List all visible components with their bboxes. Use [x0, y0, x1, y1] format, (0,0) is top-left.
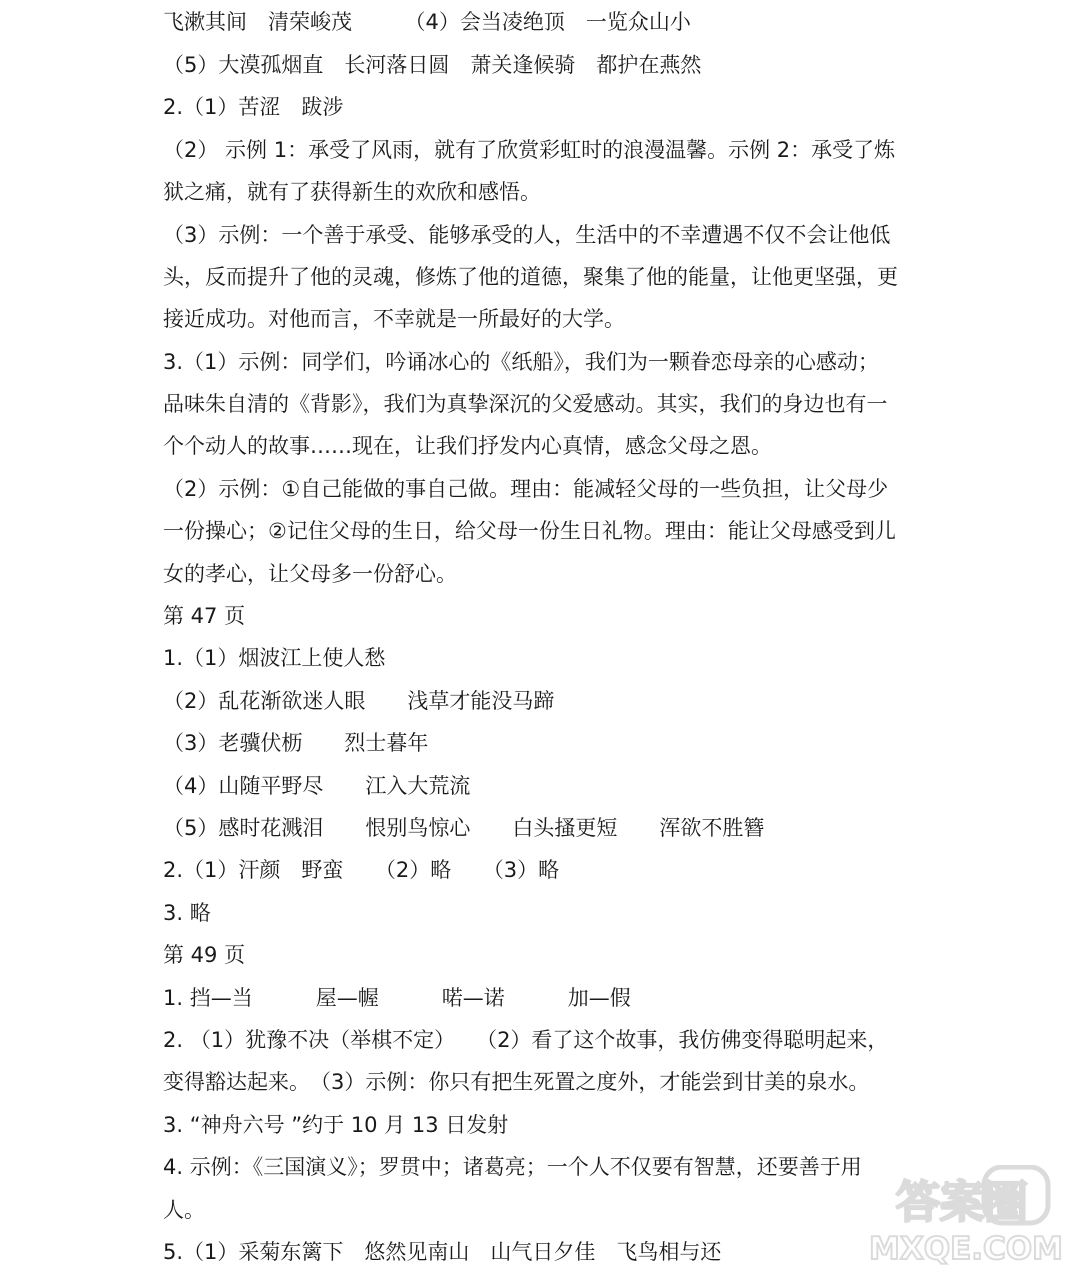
line-21: 2.（1）汗颜 野蛮 （2）略 （3）略 — [163, 858, 560, 882]
line-14: 女的孝心，让父母多一份舒心。 — [163, 562, 457, 586]
line-19: （4）山随平野尽 江入大荒流 — [163, 774, 471, 798]
line-24: 1. 挡—当 屋—幄 喏—诺 加—假 — [163, 986, 631, 1010]
line-8: 接近成功。对他而言，不幸就是一所最好的大学。 — [163, 307, 625, 331]
line-28: 4. 示例：《三国演义》；罗贯中；诸葛亮；一个人不仅要有智慧，还要善于用 — [163, 1155, 862, 1179]
line-1: 飞漱其间 清荣峻茂 （4）会当凌绝顶 一览众山小 — [163, 10, 691, 34]
line-20: （5）感时花溅泪 恨别鸟惊心 白头搔更短 浑欲不胜簪 — [163, 816, 765, 840]
section-heading-p47: 第 47 页 — [163, 604, 246, 628]
line-27: 3. “神舟六号 ”约于 10 月 13 日发射 — [163, 1113, 509, 1137]
line-13: 一份操心；②记住父母的生日，给父母一份生日礼物。理由：能让父母感受到儿 — [163, 519, 896, 543]
line-10: 品味朱自清的《背影》，我们为真挚深沉的父爱感动。其实，我们的身边也有一 — [163, 392, 888, 416]
watermark-top-text: 答案圈 — [896, 1177, 1028, 1228]
watermark-logo — [866, 1165, 1066, 1265]
line-26: 变得豁达起来。 （3）示例：你只有把生死置之度外，才能尝到甘美的泉水。 — [163, 1070, 870, 1094]
line-18: （3）老骥伏枥 烈士暮年 — [163, 731, 429, 755]
line-6: （3）示例：一个善于承受、能够承受的人，生活中的不幸遭遇不仅不会让他低 — [163, 223, 891, 247]
line-29: 人。 — [163, 1198, 205, 1222]
line-4: （2） 示例 1：承受了风雨，就有了欣赏彩虹时的浪漫温馨。示例 2：承受了炼 — [163, 138, 896, 162]
line-2: （5）大漠孤烟直 长河落日圆 萧关逢候骑 都护在燕然 — [163, 53, 702, 77]
line-7: 头，反而提升了他的灵魂，修炼了他的道德，聚集了他的能量，让他更坚强，更 — [163, 265, 898, 289]
line-12: （2）示例：①自己能做的事自己做。理由：能减轻父母的一些负担，让父母少 — [163, 477, 889, 501]
line-16: 1.（1）烟波江上使人愁 — [163, 646, 386, 670]
watermark-bottom-text: MXQE.COM — [868, 1231, 1064, 1265]
line-5: 狱之痛，就有了获得新生的欢欣和感悟。 — [163, 180, 541, 204]
line-11: 个个动人的故事……现在，让我们抒发内心真情，感念父母之恩。 — [163, 434, 772, 458]
line-3: 2.（1）苦涩 跋涉 — [163, 95, 344, 119]
line-30: 5.（1）采菊东篱下 悠然见南山 山气日夕佳 飞鸟相与还 — [163, 1240, 722, 1264]
line-25: 2. （1）犹豫不决（举棋不定） （2）看了这个故事，我仿佛变得聪明起来， — [163, 1028, 889, 1052]
section-heading-p49: 第 49 页 — [163, 943, 246, 967]
line-9: 3.（1）示例：同学们，吟诵冰心的《纸船》，我们为一颗眷恋母亲的心感动； — [163, 350, 879, 374]
line-22: 3. 略 — [163, 901, 211, 925]
line-17: （2）乱花渐欲迷人眼 浅草才能没马蹄 — [163, 689, 555, 713]
